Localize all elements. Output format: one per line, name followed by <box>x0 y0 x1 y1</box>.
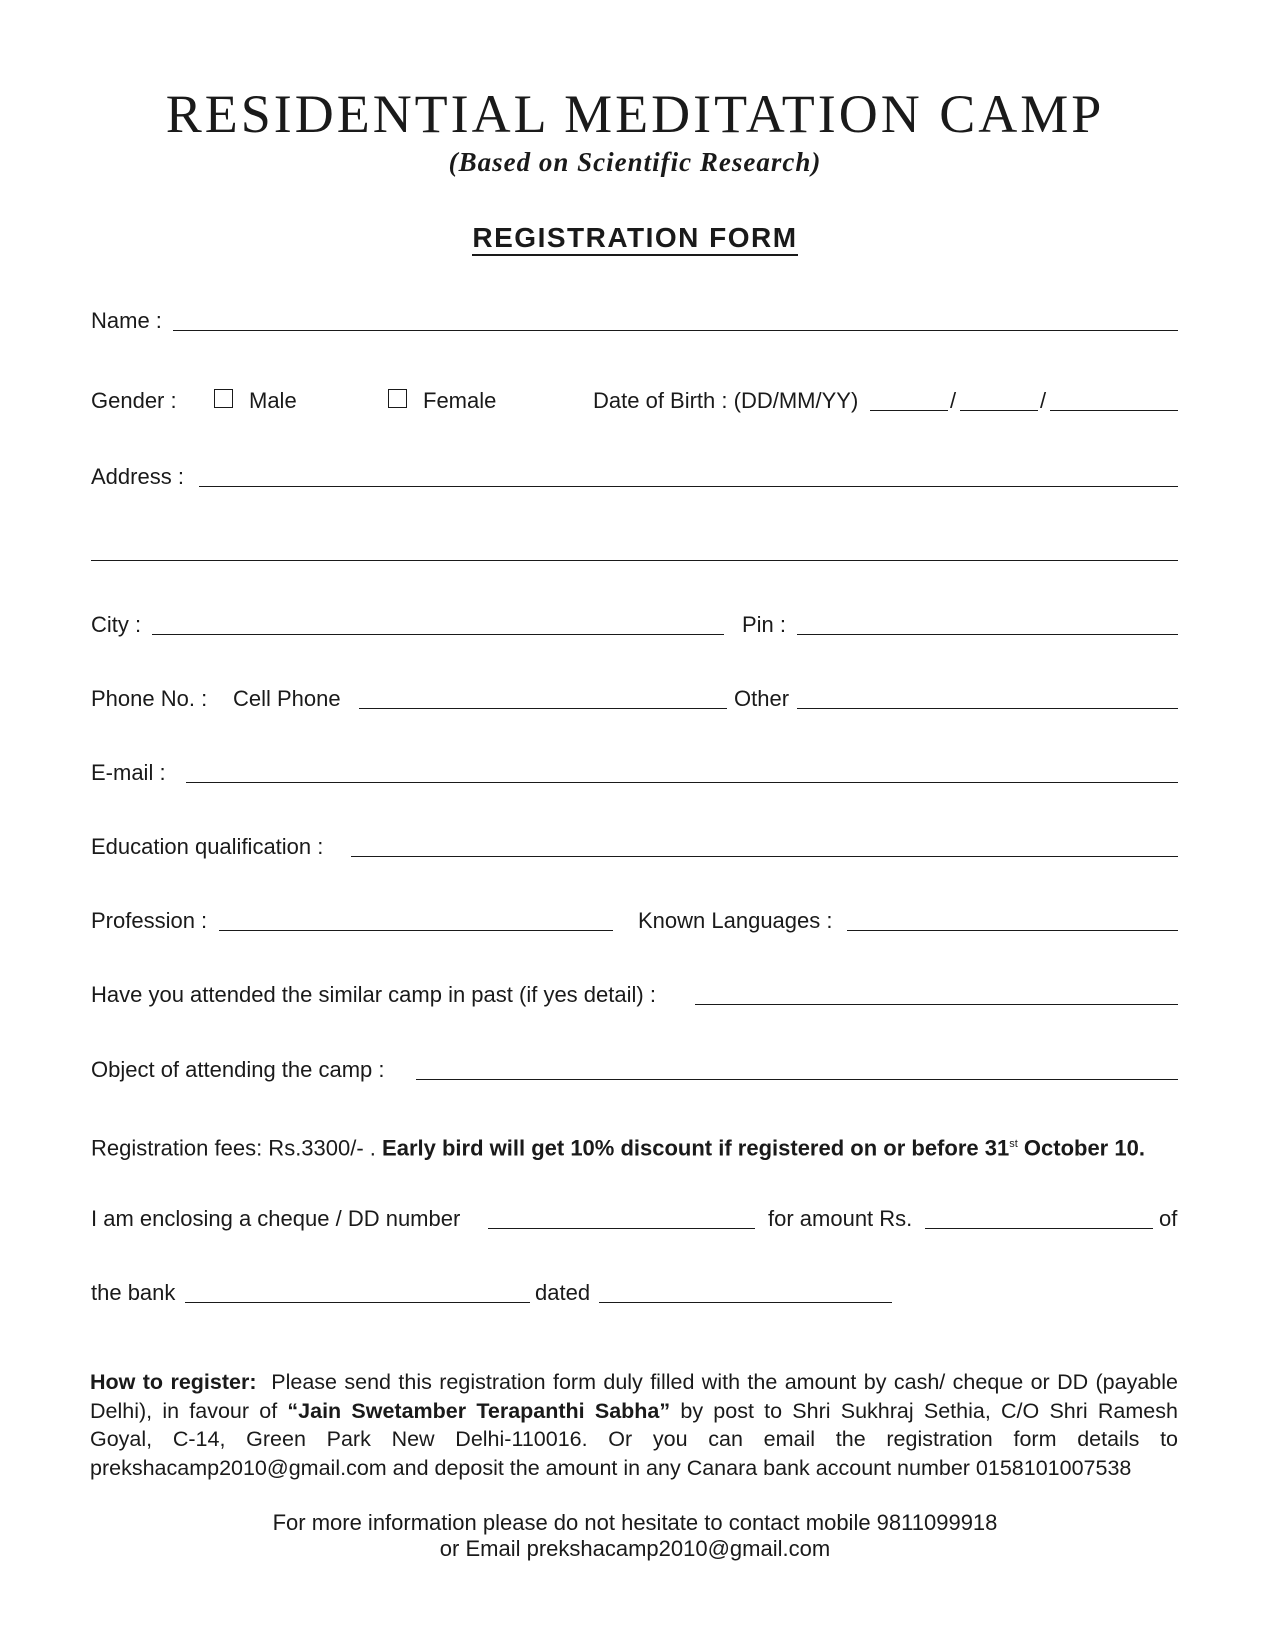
education-label: Education qualification : <box>91 834 324 859</box>
other-phone-label: Other <box>734 686 790 711</box>
dated-field[interactable] <box>599 1302 892 1303</box>
fees-amount: Registration fees: Rs.3300/- . <box>91 1135 376 1161</box>
early-bird-date: October 10. <box>1023 1135 1145 1161</box>
how-to-register <box>90 1368 1178 1482</box>
form-title-text: REGISTRATION FORM <box>472 222 797 256</box>
email-field[interactable] <box>186 782 1178 783</box>
camp-subtitle: (Based on Scientific Research) <box>448 147 822 177</box>
city-field[interactable] <box>152 634 724 635</box>
city-label: City : <box>91 612 142 637</box>
attended-label: Have you attended the similar camp in past (if yes detail) : <box>91 982 656 1007</box>
profession-field[interactable] <box>219 930 613 931</box>
form-title <box>0 222 1270 254</box>
how-to-register-address: by post to Shri Sukhraj Sethia, C/O Shri Ramesh Goyal, C-14, Green Park New Delhi-110016. Or you can email the registration form details to prekshacamp2010@gmail.com and deposit the amount in any Canara bank account number 0158101007538 <box>90 1398 1178 1480</box>
address-field-1[interactable] <box>199 486 1178 487</box>
languages-field[interactable] <box>847 930 1178 931</box>
fees-text <box>91 1131 1145 1161</box>
object-label: Object of attending the camp : <box>91 1057 385 1082</box>
bank-label: the bank <box>91 1280 176 1305</box>
name-label: Name : <box>91 308 162 333</box>
payee-name: “Jain Swetamber Terapanthi Sabha” <box>287 1398 671 1423</box>
camp-title: RESIDENTIAL MEDITATION CAMP <box>165 84 1105 144</box>
cheque-label: I am enclosing a cheque / DD number <box>91 1206 461 1231</box>
phone-label: Phone No. : <box>91 686 208 711</box>
cheque-number-field[interactable] <box>488 1228 755 1229</box>
dob-separator: / <box>1040 388 1047 413</box>
address-field-2[interactable] <box>91 560 1178 561</box>
pin-field[interactable] <box>797 634 1178 635</box>
object-field[interactable] <box>416 1079 1178 1080</box>
dob-day-field[interactable] <box>870 410 948 411</box>
dob-month-field[interactable] <box>960 410 1038 411</box>
gender-label: Gender : <box>91 388 177 413</box>
early-bird-text: Early bird will get 10% discount if registered on or before 31 <box>382 1135 1010 1161</box>
contact-mobile: For more information please do not hesitate to contact mobile 9811099918 <box>272 1510 998 1535</box>
attended-field[interactable] <box>695 1004 1178 1005</box>
female-label: Female <box>423 388 497 413</box>
dated-label: dated <box>535 1280 591 1305</box>
dob-separator: / <box>950 388 957 413</box>
contact-email: or Email prekshacamp2010@gmail.com <box>439 1536 831 1561</box>
male-checkbox[interactable] <box>214 389 233 408</box>
pin-label: Pin : <box>742 612 787 637</box>
email-label: E-mail : <box>91 760 166 785</box>
male-label: Male <box>249 388 297 413</box>
dob-year-field[interactable] <box>1050 410 1178 411</box>
amount-field[interactable] <box>925 1228 1153 1229</box>
how-to-register-text: Please send this registration form duly filled with the amount by cash/ cheque or DD (payable Delhi), in favour of <box>90 1370 1178 1423</box>
profession-label: Profession : <box>91 908 208 933</box>
how-to-register-label: How to register: <box>90 1370 257 1394</box>
cell-phone-field[interactable] <box>359 708 727 709</box>
date-suffix: st <box>1009 1138 1018 1150</box>
dob-label: Date of Birth : (DD/MM/YY) <box>593 388 859 413</box>
of-label: of <box>1159 1206 1178 1231</box>
name-field[interactable] <box>173 330 1178 331</box>
languages-label: Known Languages : <box>638 908 833 933</box>
education-field[interactable] <box>351 856 1178 857</box>
cell-phone-label: Cell Phone <box>233 686 341 711</box>
amount-label: for amount Rs. <box>768 1206 913 1231</box>
other-phone-field[interactable] <box>797 708 1178 709</box>
address-label: Address : <box>91 464 184 489</box>
bank-field[interactable] <box>185 1302 530 1303</box>
female-checkbox[interactable] <box>388 389 407 408</box>
